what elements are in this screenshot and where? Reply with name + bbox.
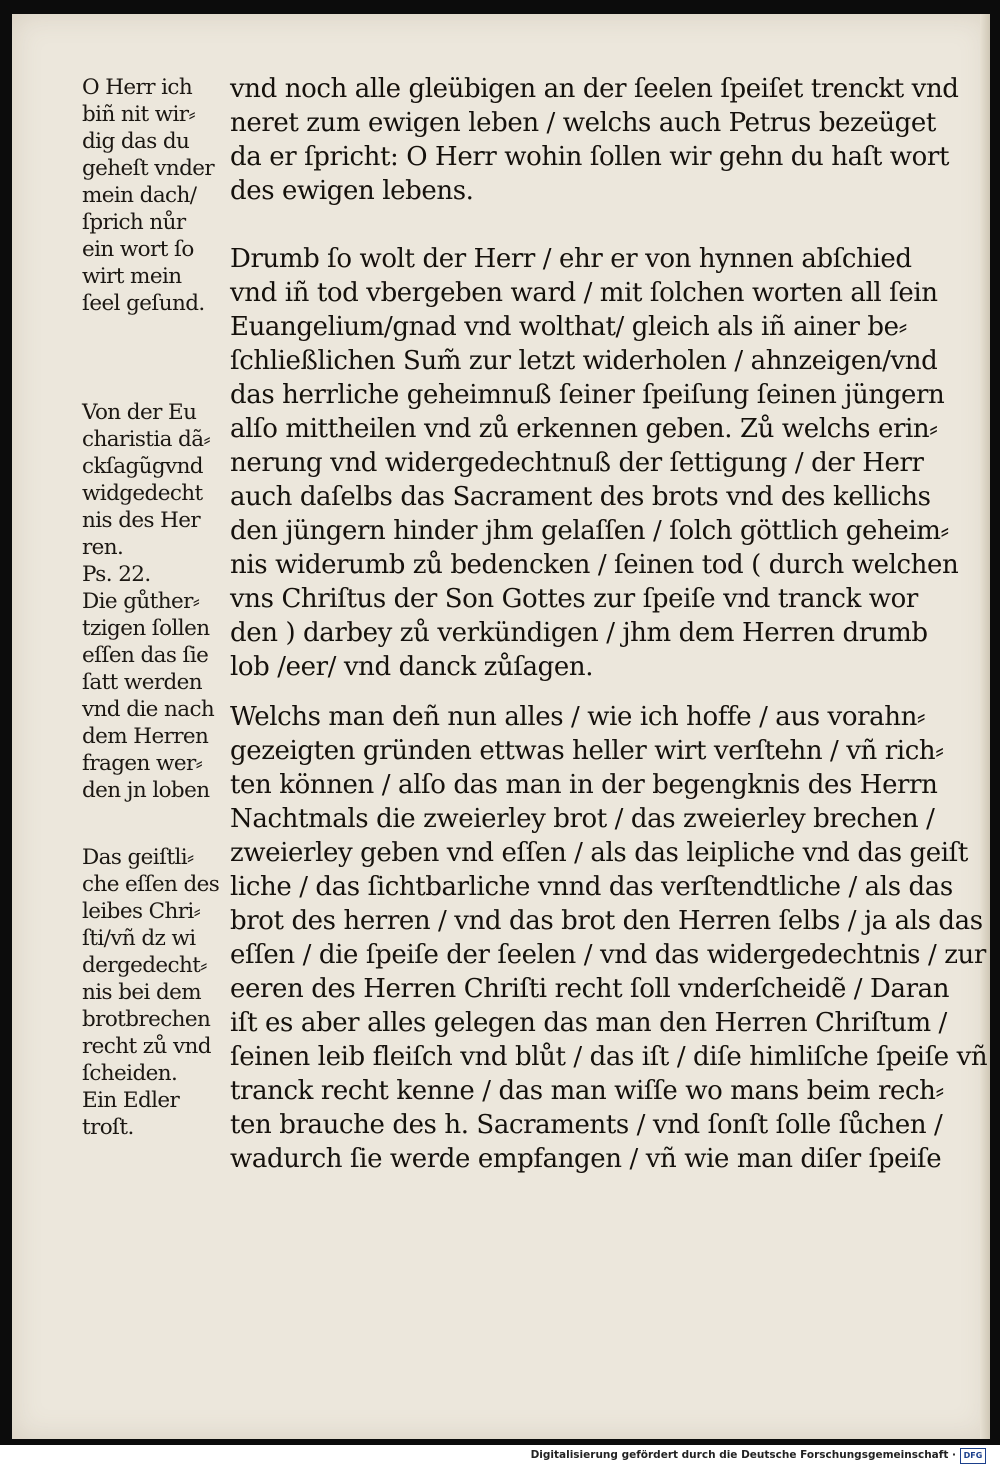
margin-note-psalm: Ps. 22. Die gůther⸗ tzigen ſollen eſſen das ſie ſatt werden vnd die nach dem Herren fragen wer⸗ den jn loben bbox=[82, 562, 215, 803]
footer-credit: Digitalisierung gefördert durch die Deutsche Forschungsgemeinschaft · bbox=[530, 1449, 956, 1461]
margin-note-eucharistia: Von der Eu charistia dã⸗ ckſagũgvnd widgedecht nis des Her ren. bbox=[82, 400, 211, 560]
digitization-footer bbox=[0, 1445, 1000, 1467]
paragraph-1: vnd noch alle gleübigen an der ſeelen ſpeiſet trenckt vnd neret zum ewigen leben / welchs auch Petrus bezeüget da er ſpricht: O Herr wohin ſollen wir gehn du haſt wort des ewigen lebens. bbox=[230, 74, 959, 206]
book-page bbox=[12, 14, 990, 1439]
paragraph-2: Drumb ſo wolt der Herr / ehr er von hynnen abſchied vnd iñ tod vbergeben ward / mit ſolchen worten all ſein Euangelium/gnad vnd wolthat/ gleich als iñ ainer be⸗ ſchließlichen Sum̃ zur letzt widerholen / ahnzeigen/vnd das herrliche geheimnuß ſeiner ſpeiſung ſeinen jüngern alſo mittheilen vnd zů erkennen geben. Zů welchs erin⸗ nerung vnd widergedechtnuß der ſettigung / der Herr auch daſelbs das Sacrament des brots vnd des kellichs den jüngern hinder jhm gelaſſen / ſolch göttlich geheim⸗ nis widerumb zů bedencken / ſeinen tod ( durch welchen vns Chriſtus der Son Gottes zur ſpeiſe vnd tranck wor den ) darbey zů verkündigen / jhm dem Herren drumb lob /eer/ vnd danck zůſagen. bbox=[230, 244, 959, 682]
margin-note-geistliche-essen: Das geiſtli⸗ che eſſen des leibes Chri⸗ ſti/vñ dz wi dergedecht⸗ nis bei dem brotbrechen recht zů vnd ſcheiden. Ein Edler troſt. bbox=[82, 845, 220, 1140]
dfg-logo: DFG bbox=[960, 1448, 986, 1464]
paragraph-3: Welchs man deñ nun alles / wie ich hoffe / aus vorahn⸗ gezeigten gründen ettwas heller wirt verſtehn / vñ rich⸗ ten können / alſo das man in der begengknis des Herrn Nachtmals die zweierley brot / das zweierley brechen / zweierley geben vnd eſſen / als das leipliche vnd das geiſt liche / das ſichtbarliche vnnd das verſtendtliche / als das brot des herren / vnd das brot den Herren ſelbs / ja als das eſſen / die ſpeiſe der ſeelen / vnd das widergedechtnis / zur eeren des Herren Chriſti recht ſoll vnderſcheidẽ / Daran iſt es aber alles gelegen das man den Herren Chriſtum / ſeinen leib fleiſch vnd blůt / das iſt / diſe himliſche ſpeiſe vñ tranck recht kenne / das man wiſſe wo mans beim rech⸗ ten brauche des h. Sacraments / vnd ſonſt ſolle ſůchen / wadurch ſie werde empfangen / vñ wie man diſer ſpeiſe bbox=[230, 702, 988, 1174]
margin-note-herr: O Herr ich biñ nit wir⸗ dig das du geheſt vnder mein dach/ ſprich nůr ein wort ſo wirt mein ſeel geſund. bbox=[82, 75, 215, 316]
